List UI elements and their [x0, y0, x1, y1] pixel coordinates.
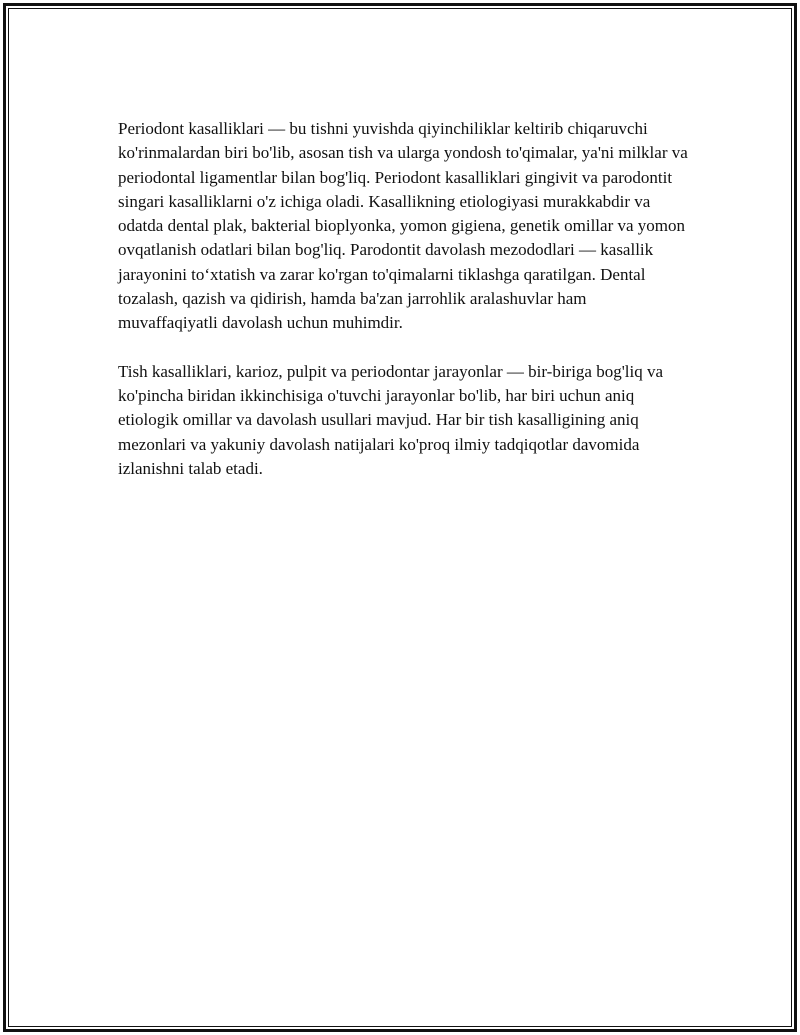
page-border — [3, 3, 797, 1032]
paragraph-dental-diseases: Tish kasalliklari, karioz, pulpit va periodontar jarayonlar — bir-biriga bog'liq va ko'pincha biridan ikkinchisiga o'tuvchi jarayonlar bo'lib, har biri uchun aniq etiologik omillar va davolash usullari mavjud. Har bir tish kasalligining aniq mezonlari va yakuniy davolash natijalari ko'proq ilmiy tadqiqotlar davomida izlanishni talab etadi. — [118, 361, 664, 478]
document-body — [118, 117, 688, 505]
paragraph-periodont-diseases: Periodont kasalliklari — bu tishni yuvishda qiyinchiliklar keltirib chiqaruvchi ko'rinmalardan biri bo'lib, asosan tish va ularga yondosh to'qimalar, ya'ni milklar va periodontal ligamentlar bilan bog'liq. Periodont kasalliklari gingivit va parodontit singari kasalliklarni o'z ichiga oladi. Kasallikning etiologiyasi murakkabdir va odatda dental plak, bakterial bioplyonka, yomon gigiena, genetik omillar va yomon ovqatlanish odatlari bilan bog'liq. Parodontit davolash mezododlari — kasallik jarayonini to‘xtatish va zarar ko'rgan to'qimalarni tiklashga qaratilgan. Dental tozalash, qazish va qidirish, hamda ba'zan jarrohlik aralashuvlar ham muvaffaqiyatli davolash uchun muhimdir. — [118, 119, 688, 333]
